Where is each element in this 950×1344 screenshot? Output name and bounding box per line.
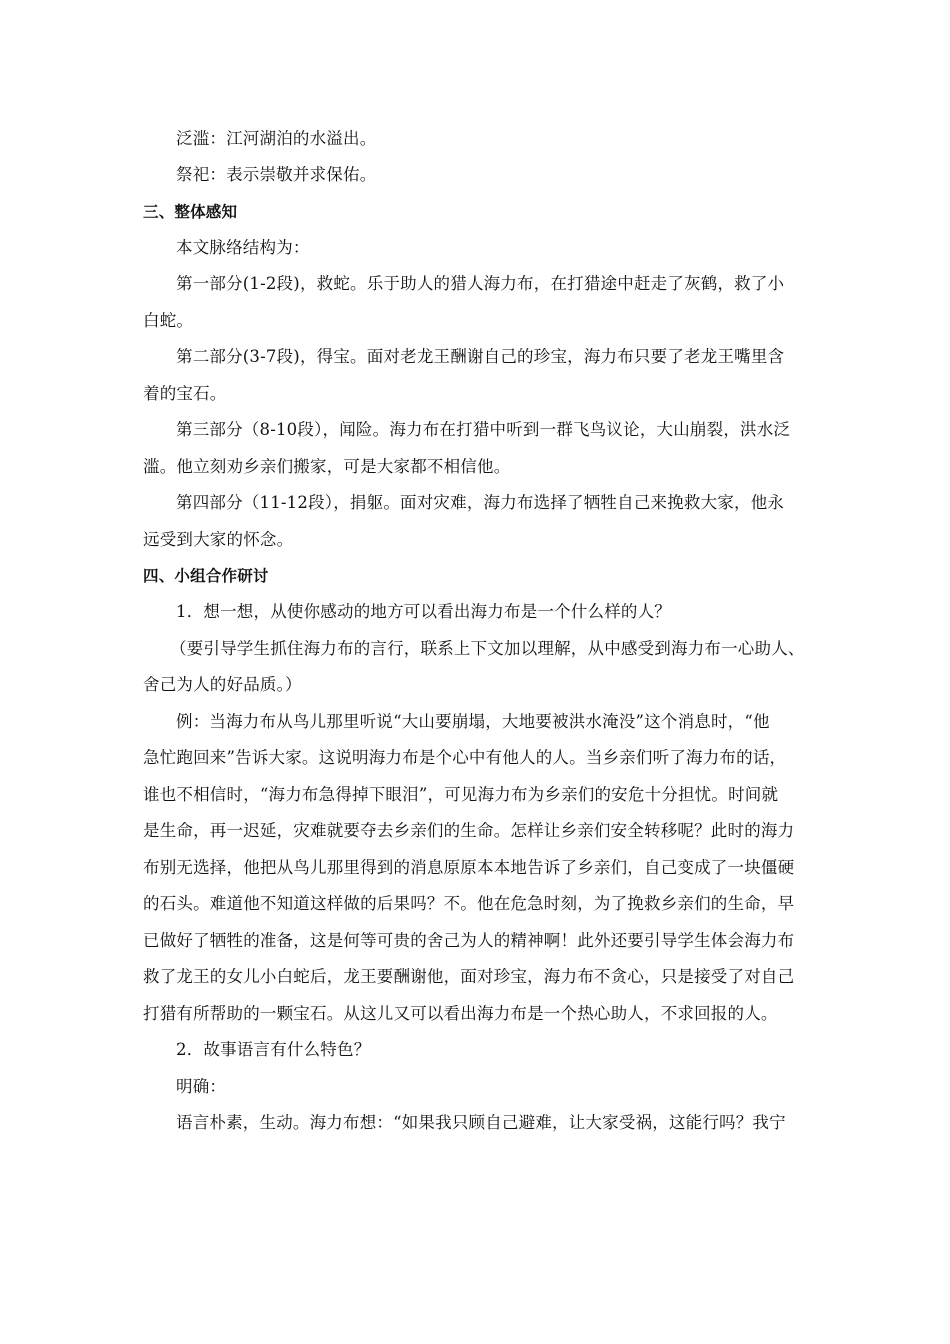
section-heading-overall: 三、整体感知 — [143, 203, 238, 221]
definition-sacrifice: 祭祀：表示崇敬并求保佑。 — [176, 165, 377, 184]
paragraph-line: 救了龙王的女儿小白蛇后，龙王要酬谢他，面对珍宝，海力布不贪心，只是接受了对自己 — [143, 967, 795, 986]
paragraph-line: 本文脉络结构为： — [176, 238, 310, 257]
paragraph-line: 舍己为人的好品质。） — [143, 675, 302, 694]
section-heading-group-discussion: 四、小组合作研讨 — [143, 567, 269, 585]
paragraph-line: 第三部分（8-10段），闻险。海力布在打猎中听到一群飞鸟议论，大山崩裂，洪水泛 — [176, 420, 791, 439]
question-2: 2．故事语言有什么特色？ — [176, 1040, 371, 1059]
paragraph-line: 的石头。难道他不知道这样做的后果吗？不。他在危急时刻，为了挽救乡亲们的生命，早 — [143, 894, 795, 913]
paragraph-line: 第一部分(1-2段)，救蛇。乐于助人的猎人海力布，在打猎途中赶走了灰鹤，救了小 — [176, 274, 785, 293]
paragraph-line: 例：当海力布从鸟儿那里听说“大山要崩塌，大地要被洪水淹没”这个消息时，“他 — [176, 712, 770, 731]
definition-flood: 泛滥：江河湖泊的水溢出。 — [176, 129, 377, 148]
paragraph-line: 已做好了牺牲的准备，这是何等可贵的舍己为人的精神啊！此外还要引导学生体会海力布 — [143, 931, 795, 950]
answer-label: 明确： — [176, 1077, 227, 1096]
paragraph-line: 滥。他立刻劝乡亲们搬家，可是大家都不相信他。 — [143, 457, 511, 476]
paragraph-line: 布别无选择，他把从鸟儿那里得到的消息原原本本地告诉了乡亲们，自己变成了一块僵硬 — [143, 858, 795, 877]
paragraph-line: （要引导学生抓住海力布的言行，联系上下文加以理解，从中感受到海力布一心助人、 — [170, 639, 805, 658]
paragraph-line: 白蛇。 — [143, 311, 194, 330]
question-1: 1．想一想，从使你感动的地方可以看出海力布是一个什么样的人？ — [176, 602, 671, 621]
paragraph-line: 远受到大家的怀念。 — [143, 530, 294, 549]
paragraph-line: 着的宝石。 — [143, 384, 227, 403]
paragraph-line: 急忙跑回来”告诉大家。这说明海力布是个心中有他人的人。当乡亲们听了海力布的话， — [143, 748, 787, 767]
paragraph-line: 语言朴素，生动。海力布想：“如果我只顾自己避难，让大家受祸，这能行吗？我宁 — [176, 1113, 786, 1132]
paragraph-line: 第四部分（11-12段），捐躯。面对灾难，海力布选择了牺牲自己来挽救大家，他永 — [176, 493, 785, 512]
paragraph-line: 第二部分(3-7段)，得宝。面对老龙王酬谢自己的珍宝，海力布只要了老龙王嘴里含 — [176, 347, 785, 366]
paragraph-line: 谁也不相信时，“海力布急得掉下眼泪”，可见海力布为乡亲们的安危十分担忧。时间就 — [143, 785, 779, 804]
paragraph-line: 是生命，再一迟延，灾难就要夺去乡亲们的生命。怎样让乡亲们安全转移呢？此时的海力 — [143, 821, 795, 840]
paragraph-line: 打猎有所帮助的一颗宝石。从这儿又可以看出海力布是一个热心助人，不求回报的人。 — [143, 1004, 778, 1023]
